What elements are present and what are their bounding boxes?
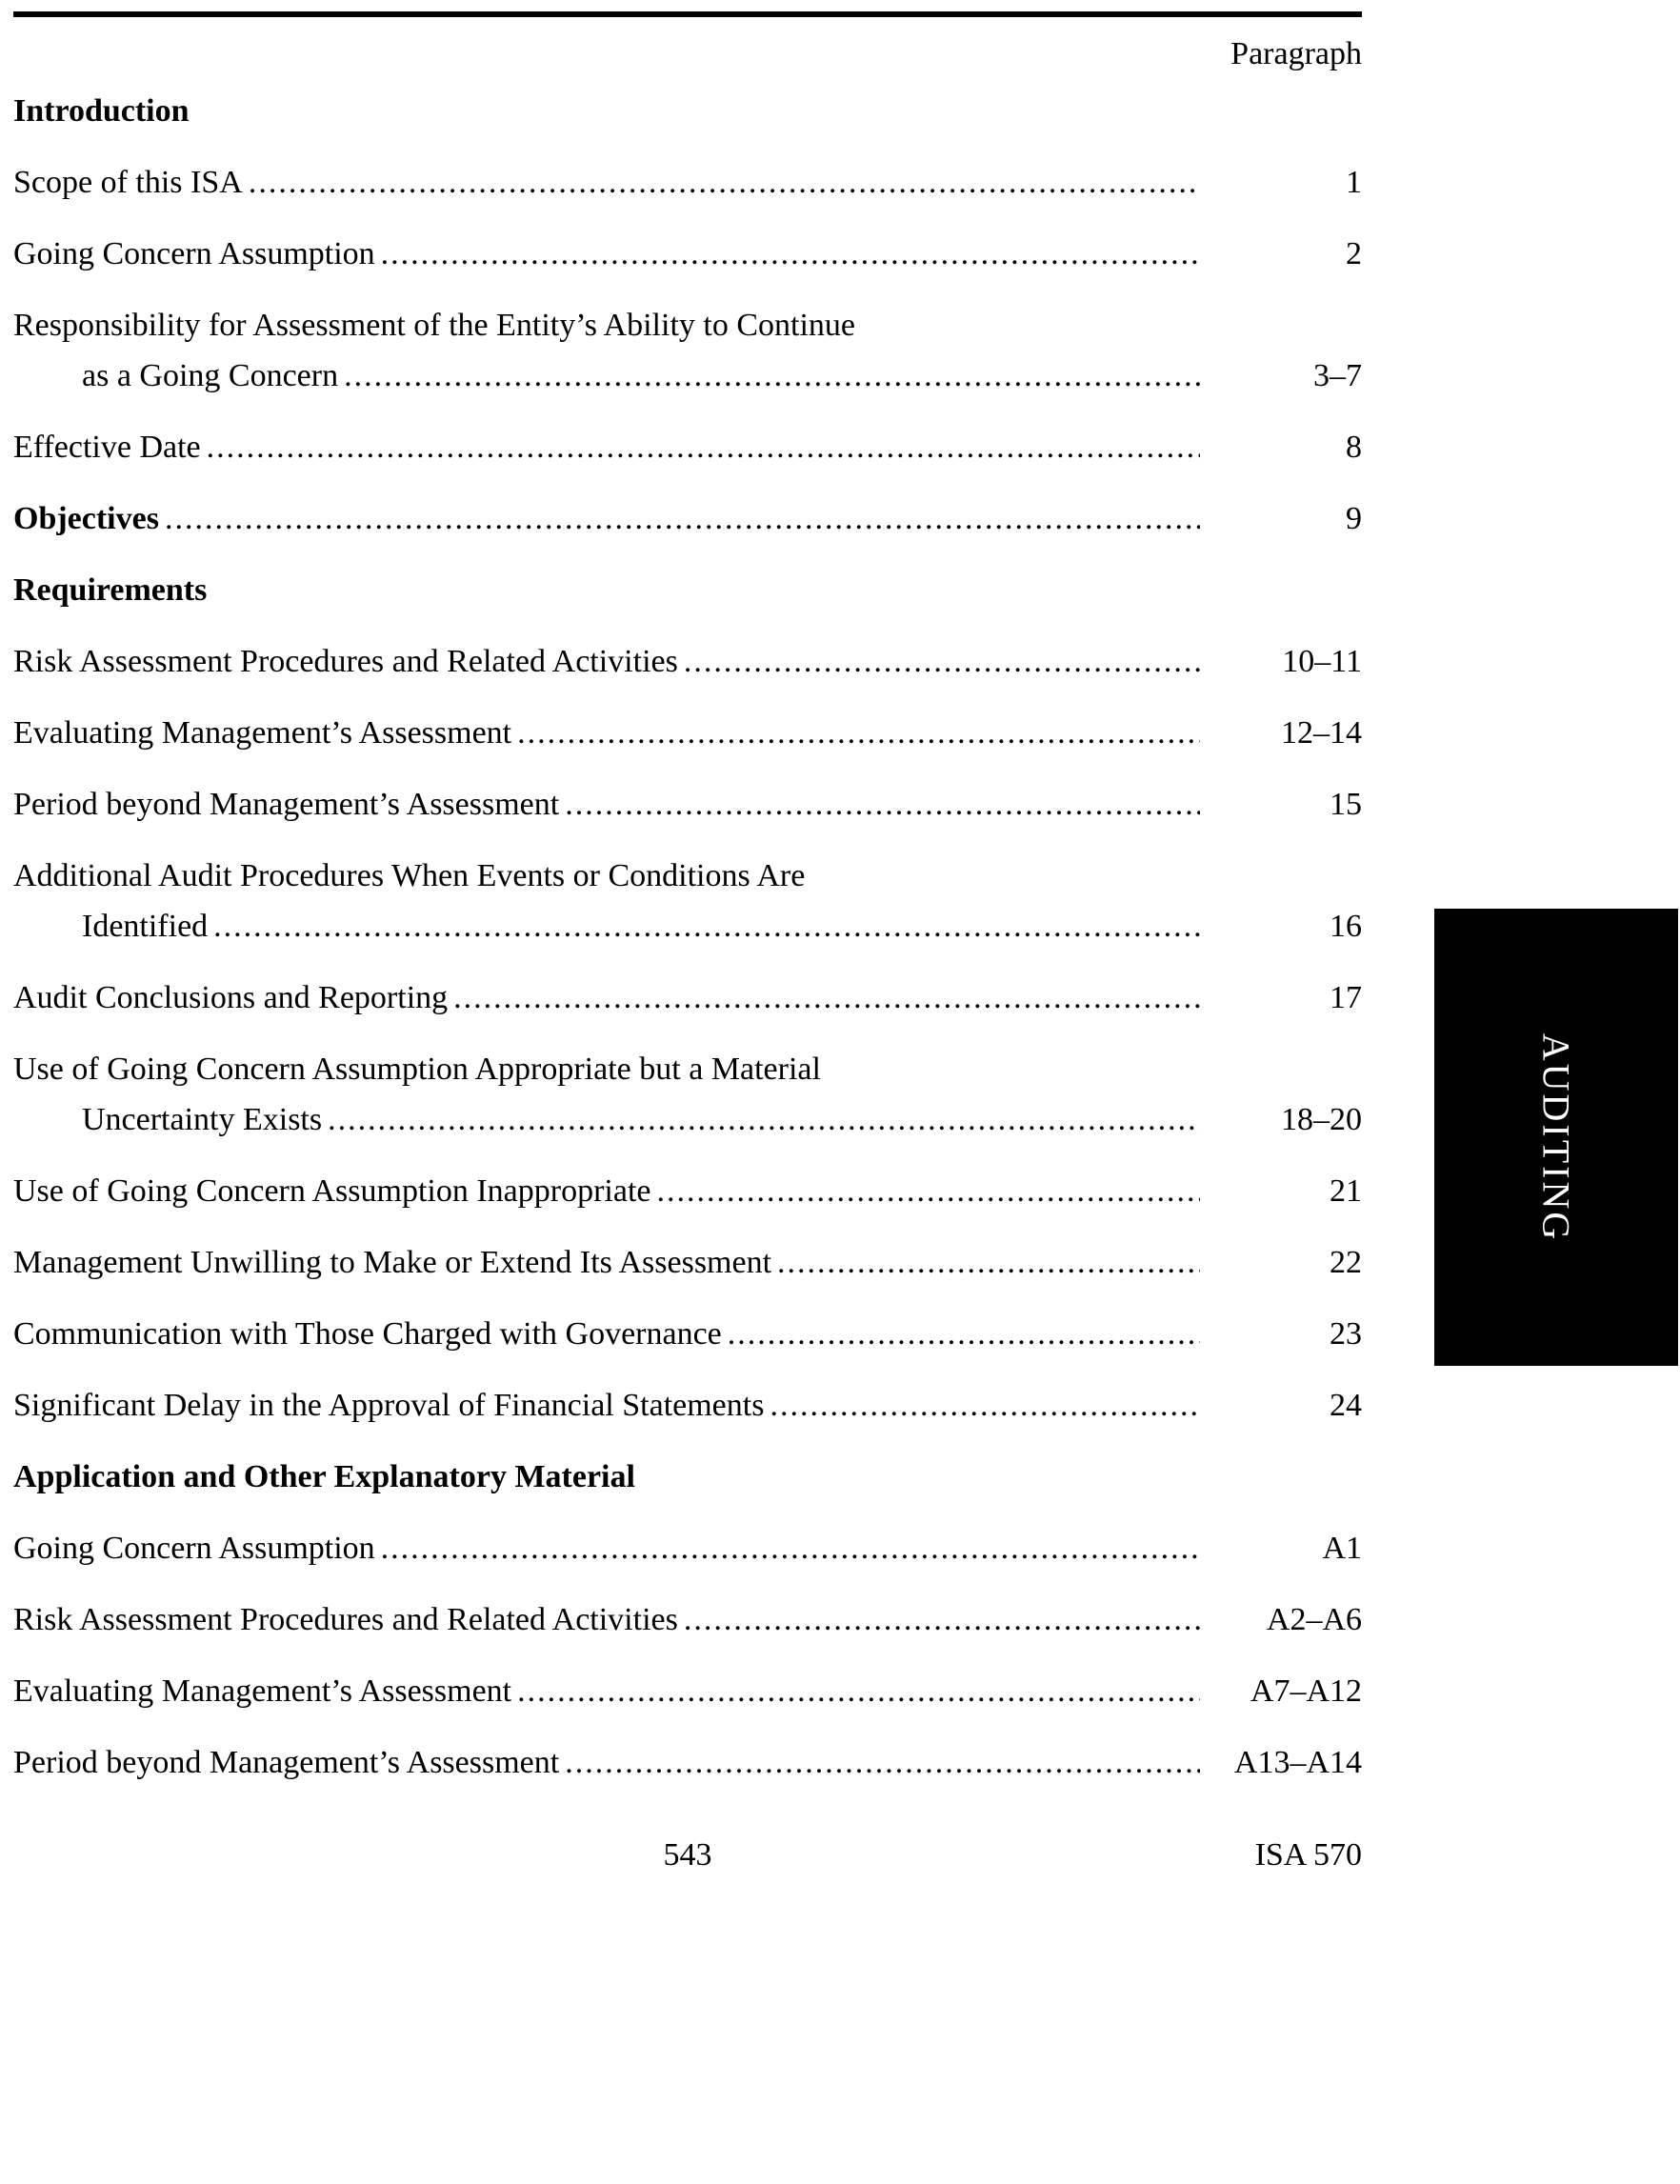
- entry-title: Communication with Those Charged with Governance: [13, 1316, 722, 1352]
- paragraph-ref: 8: [1346, 430, 1362, 465]
- dot-leader: [770, 1384, 1200, 1428]
- entry-title: Audit Conclusions and Reporting: [13, 980, 449, 1015]
- page-top-rule: [13, 11, 1362, 17]
- paragraph-ref: 23: [1330, 1316, 1362, 1352]
- paragraph-ref: 16: [1330, 909, 1362, 944]
- paragraph-ref: 15: [1330, 787, 1362, 822]
- toc-entry[interactable]: [13, 1241, 1362, 1285]
- footer-page-number: 543: [663, 1837, 712, 1873]
- paragraph-ref: A13–A14: [1233, 1745, 1362, 1780]
- dot-leader: [657, 1170, 1201, 1213]
- dot-leader: [328, 1098, 1200, 1142]
- dot-leader: [207, 426, 1200, 470]
- toc-entry[interactable]: [13, 976, 1362, 1020]
- footer-standard-ref: ISA 570: [1254, 1837, 1362, 1873]
- dot-leader: [213, 905, 1200, 949]
- entry-title: Period beyond Management’s Assessment: [13, 1745, 560, 1780]
- section-heading: Application and Other Explanatory Material: [13, 1459, 635, 1494]
- dot-leader: [777, 1241, 1200, 1285]
- dot-leader: [453, 976, 1200, 1020]
- paragraph-ref: 17: [1330, 980, 1362, 1015]
- toc-entry[interactable]: [13, 1312, 1362, 1356]
- page-footer: [13, 1833, 1362, 1877]
- paragraph-ref: 22: [1330, 1245, 1362, 1280]
- entry-title: Use of Going Concern Assumption Inappropriate: [13, 1173, 651, 1209]
- toc-entry[interactable]: [13, 711, 1362, 755]
- paragraph-column-label: Paragraph: [1230, 36, 1362, 71]
- toc-entry[interactable]: [13, 1048, 1362, 1142]
- dot-leader: [344, 354, 1200, 398]
- toc-entry[interactable]: [13, 161, 1362, 205]
- dot-leader: [381, 232, 1200, 276]
- paragraph-ref: A1: [1322, 1531, 1362, 1566]
- paragraph-ref: A7–A12: [1250, 1673, 1362, 1709]
- toc-entry[interactable]: [13, 1670, 1362, 1713]
- entry-title: Additional Audit Procedures When Events or Conditions Are: [13, 858, 806, 893]
- entry-title: Evaluating Management’s Assessment: [13, 715, 512, 751]
- dot-leader: [381, 1527, 1200, 1571]
- section-heading: Introduction: [13, 93, 190, 129]
- table-of-contents: [13, 90, 1362, 1785]
- paragraph-ref: 18–20: [1281, 1102, 1362, 1137]
- paragraph-ref: 3–7: [1313, 358, 1362, 393]
- toc-entry[interactable]: [13, 426, 1362, 470]
- toc-entry[interactable]: [13, 1741, 1362, 1785]
- dot-leader: [565, 1741, 1200, 1785]
- entry-title: Going Concern Assumption: [13, 1531, 375, 1566]
- paragraph-ref: 1: [1346, 165, 1362, 200]
- dot-leader: [517, 711, 1200, 755]
- entry-title: Significant Delay in the Approval of Financial Statements: [13, 1388, 765, 1423]
- entry-title-continued: Identified: [82, 909, 209, 944]
- dot-leader: [684, 1598, 1200, 1642]
- paragraph-ref: 21: [1330, 1173, 1362, 1209]
- entry-title: Effective Date: [13, 430, 201, 465]
- toc-entry[interactable]: [13, 1598, 1362, 1642]
- entry-title-continued: Uncertainty Exists: [82, 1102, 323, 1137]
- toc-entry[interactable]: [13, 304, 1362, 398]
- toc-entry[interactable]: [13, 640, 1362, 684]
- dot-leader: [728, 1312, 1200, 1356]
- entry-title: Objectives: [13, 501, 159, 536]
- entry-title: Use of Going Concern Assumption Appropriate but a Material: [13, 1052, 821, 1087]
- toc-entry[interactable]: [13, 1384, 1362, 1428]
- toc-entry[interactable]: [13, 232, 1362, 276]
- entry-title: Going Concern Assumption: [13, 236, 375, 271]
- paragraph-ref: 9: [1346, 501, 1362, 536]
- dot-leader: [517, 1670, 1200, 1713]
- paragraph-ref: 24: [1330, 1388, 1362, 1423]
- dot-leader: [565, 783, 1200, 827]
- entry-title: Management Unwilling to Make or Extend Its Assessment: [13, 1245, 772, 1280]
- entry-title-continued: as a Going Concern: [82, 358, 339, 393]
- auditing-side-tab: [1434, 909, 1678, 1366]
- toc-entry[interactable]: [13, 497, 1362, 541]
- toc-content-column: [13, 0, 1362, 1813]
- paragraph-ref: A2–A6: [1266, 1602, 1362, 1637]
- section-heading: Requirements: [13, 572, 208, 608]
- toc-entry[interactable]: [13, 854, 1362, 949]
- toc-entry[interactable]: [13, 1170, 1362, 1213]
- dot-leader: [165, 497, 1200, 541]
- paragraph-ref: 2: [1346, 236, 1362, 271]
- paragraph-ref: 10–11: [1282, 644, 1362, 679]
- toc-entry[interactable]: [13, 783, 1362, 827]
- entry-title: Risk Assessment Procedures and Related Activities: [13, 1602, 678, 1637]
- toc-entry[interactable]: [13, 1527, 1362, 1571]
- dot-leader: [684, 640, 1200, 684]
- entry-title: Evaluating Management’s Assessment: [13, 1673, 512, 1709]
- side-tab-label: AUDITING: [1534, 1032, 1578, 1242]
- entry-title: Risk Assessment Procedures and Related Activities: [13, 644, 678, 679]
- entry-title: Period beyond Management’s Assessment: [13, 787, 560, 822]
- dot-leader: [249, 161, 1200, 205]
- paragraph-ref: 12–14: [1281, 715, 1362, 751]
- entry-title: Responsibility for Assessment of the Entity’s Ability to Continue: [13, 308, 855, 343]
- entry-title: Scope of this ISA: [13, 165, 243, 200]
